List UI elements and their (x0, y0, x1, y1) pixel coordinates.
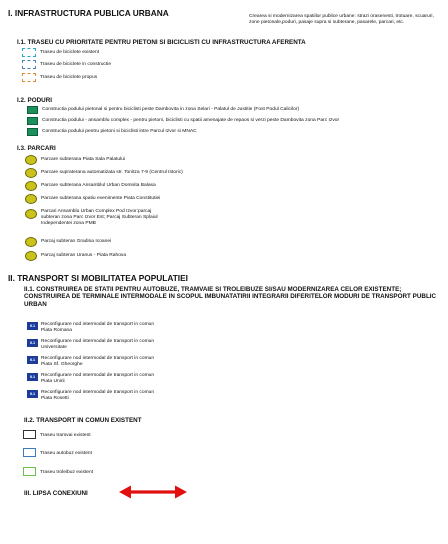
tram-route-swatch-icon (23, 430, 36, 439)
bridge-swatch-icon (27, 106, 38, 114)
legend-label: Reconfigurare nod intermodal de transport in comun Piata Sf. Gheorghe (41, 356, 155, 368)
parking-swatch-icon (25, 194, 37, 204)
section-1-title: I. INFRASTRUCTURA PUBLICA URBANA (8, 8, 169, 18)
legend-label: Constructia podului pentru pietoni si biciclisti intre Parcul Izvor si MNAC (42, 129, 197, 134)
legend-label: Reconfigurare nod intermodal de transport in comun Piata Romana (41, 322, 155, 334)
subsection-1-3-title: I.3. PARCARI (17, 145, 56, 152)
bike-construction-swatch-icon (22, 60, 36, 69)
subsection-2-1-title: II.1. CONSTRUIREA DE STATII PENTRU AUTOBUZE, TRAMVAIE SI TROLEIBUZE SI/SAU MODERNIZAREA CELOR EXISTENTE; CONSTRUIREA DE TERMINALE INTERMODALE IN SCOPUL IMBUNATATIRII INTEGRARII DIFERITELOR MODURI DE TRANSPORT PUBLIC URBAN (24, 286, 437, 308)
legend-label: Parcare subterana Piata Sala Palatului (41, 157, 126, 162)
legend-label: Traseu troleibuz existent (40, 470, 94, 475)
trolley-route-swatch-icon (23, 467, 36, 476)
legend-label: Parcaj subteran Gradina Icoanei (41, 239, 112, 244)
parking-swatch-icon (25, 155, 37, 165)
bridge-swatch-icon (27, 117, 38, 125)
legend-label: Parcari Ansamblu Urban Complex Pod Izvor:parcaj subteran zona Parc Izvor Est; Parcaj Subteran Splaiul Independentei zona PMB (41, 209, 158, 227)
parking-swatch-icon (25, 237, 37, 247)
parking-swatch-icon (25, 251, 37, 261)
intermodal-node-icon: II.1 (27, 322, 38, 330)
section-2-title: II. TRANSPORT SI MOBILITATEA POPULATIEI (8, 273, 188, 283)
section-1-description: Crearea si modernizarea spatiilor publice urbane: strazi orasenesti, trotuare, scuaruri, zone pietonale,poduri, pasaje supra si subterane, pasarele, parcari, etc. (249, 14, 434, 26)
subsection-2-2-title: II.2. TRANSPORT IN COMUN EXISTENT (24, 417, 142, 424)
legend-label: Traseu autobuz existent (40, 451, 93, 456)
legend-label: Reconfigurare nod intermodal de transport in comun Universitate (41, 339, 155, 351)
legend-label: Parcaj subteran Uranus - Piata Rahova (41, 253, 127, 258)
intermodal-node-icon: II.1 (27, 373, 38, 381)
legend-label: Constructia podului pietonal si pentru biciclisti peste Dambovita in zona Selari - Palatul de Justitie (Fost Podul Calicilor) (42, 107, 300, 112)
legend-label: Reconfigurare nod intermodal de transport in comun Piata Rosetti (41, 390, 155, 402)
legend-label: Parcare subterana spatiu evenimente Piata Constitutiei (41, 196, 161, 201)
intermodal-node-icon: II.1 (27, 390, 38, 398)
double-arrow-icon (118, 484, 188, 500)
parking-swatch-icon (25, 209, 37, 219)
subsection-1-2-title: I.2. PODURI (17, 97, 52, 104)
intermodal-node-icon: II.1 (27, 356, 38, 364)
intermodal-node-icon: II.1 (27, 339, 38, 347)
parking-swatch-icon (25, 181, 37, 191)
bus-route-swatch-icon (23, 448, 36, 457)
section-3-title: III. LIPSA CONEXIUNI (24, 490, 88, 497)
legend-label: Traseu tramvai existent (40, 433, 91, 438)
legend-label: Parcare subterana Ansamblul Urban Domnita Balasa (41, 183, 156, 188)
bridge-swatch-icon (27, 128, 38, 136)
legend-label: Traseu de biciclete existent (40, 50, 100, 55)
legend-label: Constructia podului - ansamblu complex - pentru pietoni, biciclisti cu spatii amenajate de repaos si verzi peste Dambovita zona Parc Izvor (42, 118, 340, 123)
legend-label: Traseu de biciclete propus (40, 75, 98, 80)
subsection-1-1-title: I.1. TRASEU CU PRIORITATE PENTRU PIETONI SI BICICLISTI CU INFRASTRUCTURA AFERENTA (17, 39, 306, 46)
legend-label: Parcare supraterana automatizata str. Tonitza 7-9 (Centrul Istoric) (41, 170, 183, 175)
legend-label: Reconfigurare nod intermodal de transport in comun Piata Unirii (41, 373, 155, 385)
legend-label: Traseu de biciclete in constructie (40, 62, 112, 67)
bike-proposed-swatch-icon (22, 73, 36, 82)
parking-swatch-icon (25, 168, 37, 178)
bike-existing-swatch-icon (22, 48, 36, 57)
